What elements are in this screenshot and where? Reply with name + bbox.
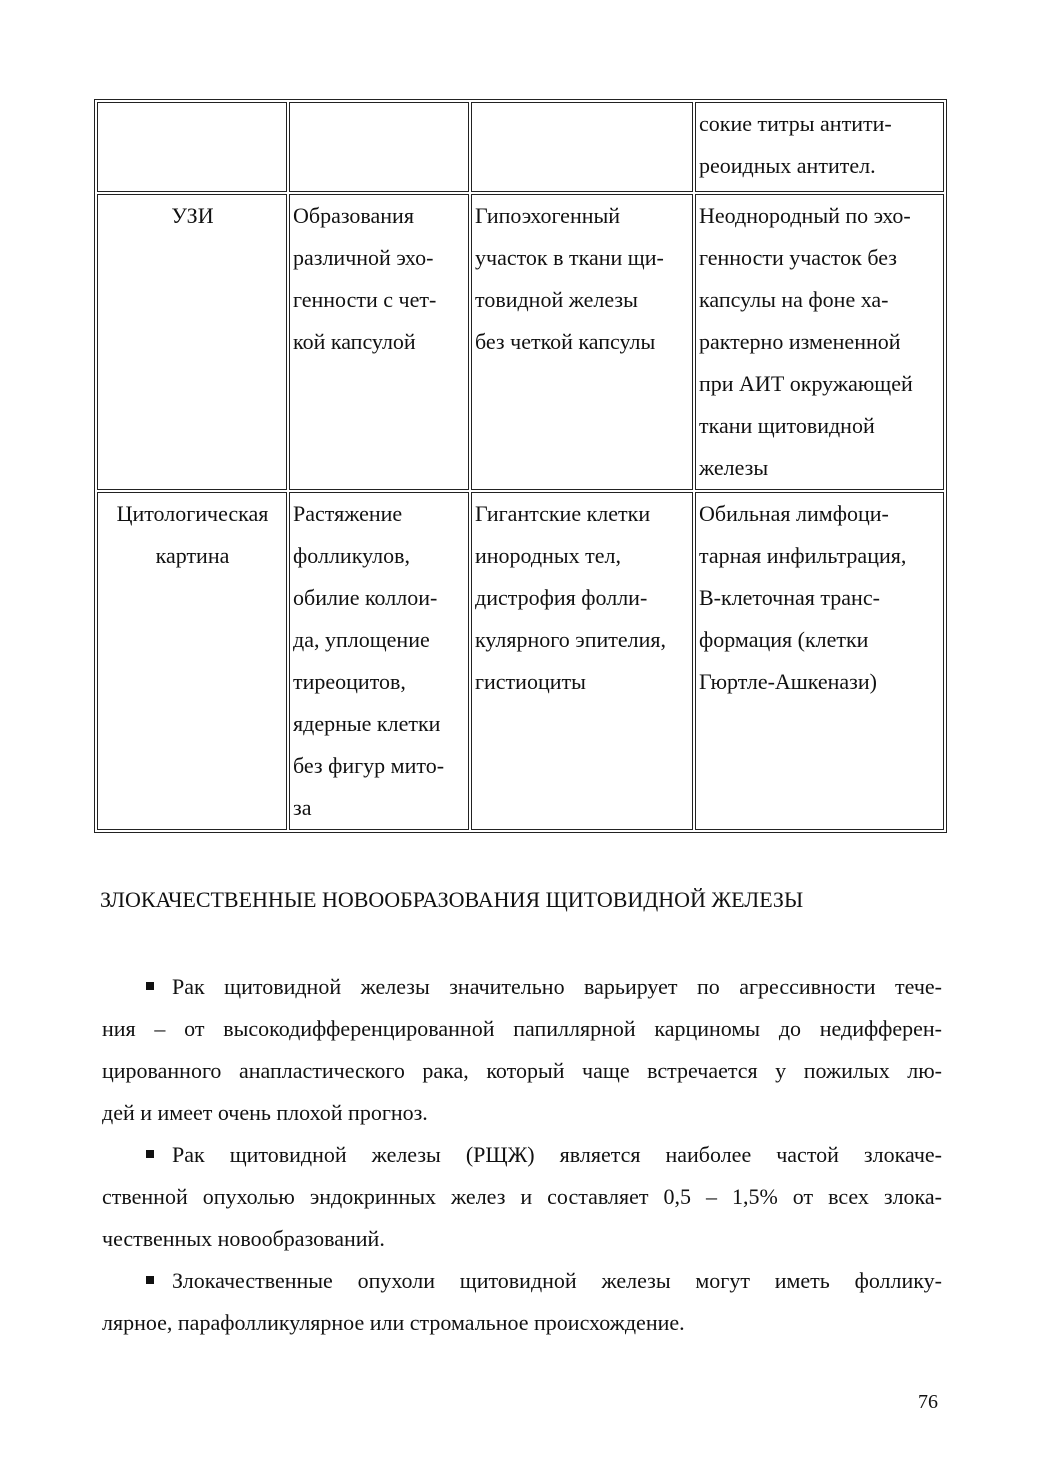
cell-line: генности с чет- xyxy=(293,287,437,312)
paragraph-line: чественных новообразований. xyxy=(102,1226,385,1251)
cell-line: генности участок без xyxy=(699,245,897,270)
cell-line: за xyxy=(293,795,312,820)
cell-line: инородных тел, xyxy=(475,543,622,568)
table-cell xyxy=(471,492,693,830)
cell-line: реоидных антител. xyxy=(699,153,876,178)
cell-line: при АИТ окружающей xyxy=(699,371,913,396)
cell-line: обилие коллои- xyxy=(293,585,438,610)
cell-line: кой капсулой xyxy=(293,329,416,354)
paragraph-line: дей и имеет очень плохой прогноз. xyxy=(102,1100,428,1125)
cell-line: сокие титры антити- xyxy=(699,111,892,136)
cell-line: железы xyxy=(699,455,769,480)
paragraph-line-text: Рак щитовидной железы (РЩЖ) является наиболее частой злокаче- xyxy=(172,1142,942,1167)
table-cell xyxy=(289,194,469,490)
cell-line: Неоднородный по эхо- xyxy=(699,203,911,228)
table-row xyxy=(97,102,944,192)
cell-line: Гипоэхогенный xyxy=(475,203,621,228)
square-bullet-icon xyxy=(146,1276,154,1284)
table-cell xyxy=(695,102,944,192)
paragraph-line xyxy=(102,1134,942,1176)
cell-line: Образования xyxy=(293,203,414,228)
cell-line: В-клеточная транс- xyxy=(699,585,880,610)
row-label-cell xyxy=(97,102,287,192)
bullet-paragraph xyxy=(102,1134,942,1260)
comparison-table-container xyxy=(94,99,947,833)
table-cell xyxy=(695,194,944,490)
cell-line: без четкой капсулы xyxy=(475,329,656,354)
cell-line: Цитологическая xyxy=(116,501,269,526)
paragraph-line-text: Злокачественные опухоли щитовидной железы могут иметь фоллику- xyxy=(172,1268,942,1293)
cell-line: дистрофия фолли- xyxy=(475,585,648,610)
cell-line: Растяжение xyxy=(293,501,403,526)
paragraph-line: ния – от высокодифференцированной папиллярной карциномы до недифферен- xyxy=(102,1016,942,1041)
cell-line: Гюртле-Ашкенази) xyxy=(699,669,877,694)
paragraph-line: цированного анапластического рака, который чаще встречается у пожилых лю- xyxy=(102,1058,942,1083)
table-row xyxy=(97,492,944,830)
table-cell xyxy=(289,102,469,192)
row-label-cell xyxy=(97,492,287,830)
cell-line: Обильная лимфоци- xyxy=(699,501,889,526)
bullet-paragraph xyxy=(102,966,942,1134)
comparison-table xyxy=(94,99,947,833)
cell-line: ядерные клетки xyxy=(293,711,441,736)
cell-line: картина xyxy=(155,543,230,568)
cell-line: капсулы на фоне ха- xyxy=(699,287,889,312)
cell-line: да, уплощение xyxy=(293,627,430,652)
cell-line: без фигур мито- xyxy=(293,753,445,778)
cell-line: формация (клетки xyxy=(699,627,869,652)
table-cell xyxy=(289,492,469,830)
cell-line: тарная инфильтрация, xyxy=(699,543,907,568)
table-cell xyxy=(471,102,693,192)
row-label-cell xyxy=(97,194,287,490)
paragraph-line xyxy=(102,966,942,1008)
paragraph-line-text: Рак щитовидной железы значительно варьирует по агрессивности тече- xyxy=(172,974,942,999)
section-heading: ЗЛОКАЧЕСТВЕННЫЕ НОВООБРАЗОВАНИЯ ЩИТОВИДНОЙ ЖЕЛЕЗЫ xyxy=(100,887,804,912)
cell-line: фолликулов, xyxy=(293,543,410,568)
table-row xyxy=(97,194,944,490)
cell-line: различной эхо- xyxy=(293,245,434,270)
cell-line: ткани щитовидной xyxy=(699,413,875,438)
table-cell xyxy=(695,492,944,830)
cell-line: тиреоцитов, xyxy=(293,669,406,694)
cell-line: гистиоциты xyxy=(475,669,586,694)
cell-line: УЗИ xyxy=(171,203,214,228)
paragraph-line: лярное, парафолликулярное или стромальное происхождение. xyxy=(102,1310,685,1335)
square-bullet-icon xyxy=(146,982,154,990)
square-bullet-icon xyxy=(146,1150,154,1158)
cell-line: участок в ткани щи- xyxy=(475,245,664,270)
cell-line: рактерно измененной xyxy=(699,329,901,354)
cell-line: товидной железы xyxy=(475,287,638,312)
page-number: 76 xyxy=(918,1391,938,1413)
bullet-paragraph xyxy=(102,1260,942,1344)
table-cell xyxy=(471,194,693,490)
paragraph-line: ственной опухолью эндокринных желез и составляет 0,5 – 1,5% от всех злока- xyxy=(102,1184,942,1209)
paragraph-line xyxy=(102,1260,942,1302)
cell-line: Гигантские клетки xyxy=(475,501,651,526)
cell-line: кулярного эпителия, xyxy=(475,627,666,652)
